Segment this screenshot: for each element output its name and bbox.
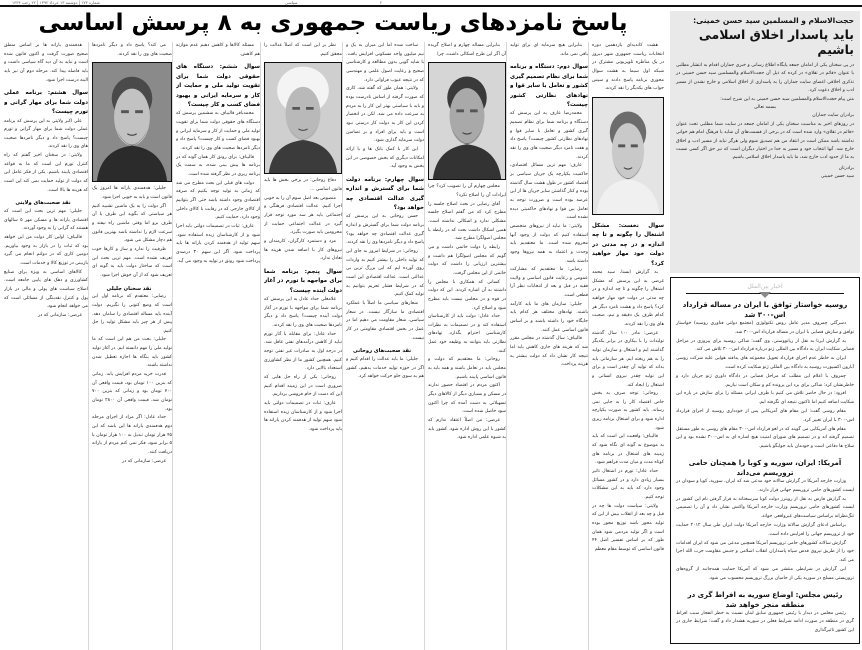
subheading: نقد سخنان جلیلی (106, 285, 152, 292)
subheading: نقد صحبت‌های ولایتی (15, 200, 71, 207)
editorial-body: در روزهای اخیر به مناسبت سخنان یکی از امامان جمعه در سایت شما مطلبی تحت عنوان «قائم در تقلای» وارد شده است که در برخی از قسمت‌های آن شاید با فرهنگ امام هم خوانی نداشته باشد ممکن است در انتقاد من هم تصدیق شوم ولی هرگز نباید از مسیر ادب و اخلاق خارج شد. آنها انتخاب خود و مسیر به خدا در اختیار دیگران است که نیز حق اگر کسی نسبت به ما از حدود ادب خارج شد، ما باید پاسدار اخلاق اسلامی باشیم. (676, 121, 854, 161)
article-paragraph: بنابراین مساله چهارم و اصلاح گزیده آن اگر این طرح اشکالی داشت، چرا (428, 43, 506, 57)
news-paragraph: ایران به خاطر عدم اجرای قرارداد تحویل مجموعه های پدافند هوایی علیه شرکت روسی آبارون اکسپورت روسیه به دادگاه بین المللی ژنو شکایت کرده است. (676, 356, 854, 370)
article-column (264, 42, 342, 650)
article-paragraph: رابطه را دولت خاتمی داشت و می گویم که مجلس اصولگرا هم داشت و بیشترین ارزیابی را داشت که دولت خاتمی از این مجلس گرفت. (428, 244, 506, 276)
news-paragraph: به گزارش فارس به نقل از رویترز دولت کوبا سرسختانه به قرار گرفتن نام این کشور در لیست کشورهای حامی تروریسم وزارت خارجه آمریکا واکنش نشان داد و آن را تصمیمی تنگ‌نظرانه براساس سیاست‌های غیرواقعی خواند. (676, 496, 854, 520)
news-paragraph: رئیس مجلس در دیدار با رئیس جمهوری سابق لبنان نسبت به خطر انفجار سبب افراط گری در منطقه در صورت ادامه شرایط فعلی در سوریه هشدار داد و گفت: شرایط جاری در این کشور تاثیرگذاری (676, 610, 854, 634)
news-box-label: اخبار بین‌الملل (747, 283, 783, 290)
section-label: سیاسی (285, 0, 298, 5)
question-heading: سوال هشتم: برنامه عملی دولت شما برای مهار گرانی و تورم چیست؟ (4, 90, 88, 116)
news-box-divider (686, 293, 844, 294)
column-divider (506, 42, 507, 650)
article-paragraph: کالاهای اساسی به ویژه برای صنایع کشاورزی و دهک های پایین جامعه است. اصلاح سیاست های پولی و مالی در بازار پول و کنترل نقدینگی از مسائلی است که می خواهد انجام شود. (4, 269, 88, 310)
article-paragraph: جلیلی: ما باید عدالت را اقدام کنیم و اگر در حوزه تولید خدمات بدهیم، کشور هم به سوی جلو حرکت خواهد کرد. (346, 356, 424, 380)
article-paragraph: عارف: ثبات در تصمیمات دولتی باید اجرا شود و از کارشناسان زبده استفاده شود سهم تولید از هدفمند کردن یارانه ها باید پرداخت شود. (264, 400, 342, 432)
article-column (510, 42, 588, 650)
article-column (92, 42, 172, 650)
column-divider (88, 42, 89, 650)
photo-spacer (592, 94, 664, 218)
news-paragraph: گزارش سالانه کشورهای حامی تروریسم آمریکا همچنین مدعی می شود که ایران اقدامات خود را از طریق نیروی قدس سپاه پاسداران انقلاب اسلامی و جنبش مقاومت حزب الله اجرا می کند. (676, 540, 854, 564)
news-paragraph: براساس ادعای گزارش سالانه وزارت خارجه آمریکا دولت ایران طی سال ۲۰۱۲ حمایت خود از تروریسم جهانی را افزایش داده است. (676, 522, 854, 537)
question-heading: سوال ششم: دستگاه های حقوقی دولت شما برای تقویت تولید ملی و حمایت از کار و سرمایه ایرانی و بهبود فضای کسب و کار چیست؟ (176, 64, 260, 108)
news-headline: آمریکا: ایران، سوریه و کوبا را همچنان حامی تروریسم می‌داند (688, 458, 842, 477)
column-divider (588, 42, 589, 650)
article-paragraph: محمدباقر قالیباف به ششمین پرسش که دستگاه های حقوقی دولت شما برای تقویت تولید ملی و حمایت از کار و سرمایه ایرانی و بهبود فضای کسب و کار چیست؟ پاسخ داد و دیگر نامزدها صحبت های وی را نقد کردند. (176, 111, 260, 151)
article-paragraph: حداد عادل: اگر مراد از اجرای مرحله دوم هدفمندی یارانه ها این باشد که این ۴۵ هزار تومان تبدیل به ۱۰۰ هزار تومان یا ۵ برابر شود، فکر نمی کنم مردم از یارانه دریافت کنند. (92, 415, 172, 455)
article-paragraph: غرضی: سازمانی که در (38, 312, 82, 318)
subheading: نقد صحبت‌های روحانی (352, 348, 412, 355)
article-paragraph: دفاع روحانی: در برخی بخش ها باید قانون اساسی ... (264, 178, 342, 192)
article-columns (4, 42, 664, 650)
photo-spacer (264, 59, 342, 177)
column-divider (342, 42, 343, 650)
article-paragraph: قالیباف: برای رونق کار همان گونه که در برنامه ها پیش بینی شده، به سمت یک برنامه ریزی در نظر گرفته شده است. (176, 154, 260, 177)
article-paragraph: غرضی: من اصلاً اعتقاد ندارم که کشور با این روش اداره شود. کشور باید به شیوه علمی اداره شود. (428, 418, 506, 441)
article-paragraph: حسن روحانی به این پرسش که برنامه دولت شما برای گسترش و اندازه گیری عدالت اقتصادی چه خواهد بود؟ پاسخ داد و دیگر نامزدها وی را نقد کردند. (346, 214, 424, 246)
editorial-intro: در پی سخنان یکی از امامان جمعه پایگاه اطلاع رسانی و خبری جماران اقدام به انتشار مطلبی با عنوان «قائم در تقلای» در کرده که ذیل آن حجت‌الاسلام والمسلمین سید حسن خمینی در تذکری اخلاقی اعضای سایت جماران را به پاسداری از اخلاق اسلامی و خارج نشدن از مسیر ادب و اخلاق دعوت کرد. (676, 63, 854, 94)
news-paragraph: مقام روسی گفت: این مقام های آمریکایی پس از خودداری روسیه از اجرای قرارداد اس-۳۰۰ با ایران تغییر کرد. (676, 408, 854, 423)
article-paragraph: جلیلی: بحث من هم این است که ما تولید ملی را مهم دانسته ایم. در آغاز تولید کشور باید بنگاه ها اجازه تعطیل شدن نداشته باشند. (92, 337, 172, 369)
article-paragraph: دولت های قبلی این بحث مطرح می شد که زمانی به تولید توجه بکنیم که صرفه اقتصادی وجود داشته باشد حتی اگر بتوانیم از کالای خارجی که در رقابت با کالای داخلی وجود دارد، حمایت کنیم. (176, 180, 260, 221)
article-paragraph: رضایی: معتقدم که برنامه اول این است که وضع کنونی را نگیریم. دولت آینده باید مساله اقتصادی را سامان دهد. پیش از هر چیز باید مشکل تولید را حل کنیم. (92, 294, 172, 334)
article-paragraph: اگر دولت را به یک ماشین تشبیه کنیم هر سیاستی که بگوید این طرف یا آن طرف برو اما وقتی ماشین راه نیفتد و سرعت لازم را نداشته باشد بهترین قانون هم دچار مشکل می شود. (92, 203, 172, 244)
rouhani-photo (264, 62, 342, 174)
article-paragraph: می کند؟ پاسخ داد و دیگر نامزدها صحبت های وی را نقد کردند. (92, 43, 172, 57)
article-paragraph: ساخت شده اما این میزان به یک و نیم میلیون واحد مسکونی افزایش یافت. با شاید گویی بدون مطالعه و کارشناسی صحیح و رعایت اصول علمی و مهندسی که در نتیجه عیوب فراوانی دارد. (346, 43, 424, 83)
article-column (176, 42, 260, 650)
folio-rule (0, 5, 862, 7)
article-paragraph: هدفمندی یارانه ها بر اساس منطق صحیح صورت گرفت و اکنون قانون شده است و نباید به آن دید گاه سیاسی داشت و باید فاصله پیدا کند. مرحله دوم آن نیز باید البته درست اجرا شود. (4, 43, 88, 83)
article-paragraph: حداد عادل: تورم در اشتغال تاثیر بسیار زیادی دارد و در کشور مسائل وجود دارد که باید به این مشکلات توجه کنیم. (592, 469, 664, 501)
article-paragraph: روحانی: توجه صرف به بخش خاص اقتصاد کار را به جایی نمی رساند. باید کشور به صورت یکپارچه اداره شود و برای اشتغال برنامه ریزی شود. (592, 391, 664, 431)
photo-spacer (428, 59, 506, 183)
article-paragraph: جلیلی: سازمان های ما باید کارآمد باشند. نهادهای مختلف هر کدام باید جایگاه خود را داشته باشند و بر اساس قانون اساسی عمل کنند. (510, 301, 588, 333)
article-paragraph: کسانی که همکاری با مجلس را داشتند به آن اشاره کردند. این که دولت در قوه و در مجلس نیست باید مطرح شود و اصلاح کرد. (428, 279, 506, 311)
editorial-intro-2: متن پیام حجت‌الاسلام والمسلمین سید حسن خمینی به این شرح است: (720, 96, 854, 102)
article-column (428, 42, 506, 650)
sidebar (670, 11, 860, 650)
news-paragraph: این گزارش در شرایطی منتشر می شود که آمریکا حمایت همه‌جانبه از گروه‌های تروریستی مسلح در سوریه یکی از حامیان بزرگ تروریسم محسوب می شود. (676, 566, 854, 581)
article-column (592, 42, 664, 650)
article-paragraph: علی اکبر ولایتی به این پرسش که برنامه عملی دولت شما برای مهار گرانی و تورم چیست؟ پاسخ داد و دیگر نامزدها صحبت های وی را نقد کردند. (4, 118, 88, 150)
article-column (4, 42, 88, 650)
question-heading: سوال پنجم: برنامه شما برای مواجهه با تورم در آغاز دولت آینده چیست؟ (264, 268, 342, 294)
article-paragraph: ولایتی: ما نباید از نیروهای متخصص استفاده کنیم که دولت از وجود آنها محروم شده است. ما معتقدیم باید وحدت و اعتماد به همه نیروها وجود داشته باشد. (510, 223, 588, 264)
editorial-kicker: حجت‌الاسلام و المسلمین سید حسن خمینی: (693, 16, 854, 25)
question-heading: سوال نخست: مشکل اشتغال را چگونه و تا چه اندازه و در چه مدتی در دولت خود مهار خواهید کرد؟ (592, 222, 664, 267)
news-paragraph: به گزارش ایرنا به نقل از ریانووستی، وی گفت: شاکی روسیه برای پیروزی در مراحل قضایی شکایت ایران به دادگاه بین المللی ژنو درباره قرارداد اس-۳۰۰ تلاش می کند. (676, 338, 854, 353)
article-paragraph: قالیباف: واقعیت این است که باید به موضوع به گونه ای نگاه شود که زمینه های اشتغال در برنامه های کوتاه مدت و میان مدت فراهم شود. (592, 434, 664, 466)
news-paragraph: افزود: در حال حاضر تلاش می کنیم با طرف ایرانی مسئله را برای سازش در باره این شکایت اضافه کنیم اما تاکنون نتیجه ای نگرفته ایم. (676, 391, 854, 406)
article-paragraph: عارف: ثبات در تصمیمات دولتی باید اجرا شود و از کارشناسان زبده استفاده شود. سهم تولید از هدفمند کردن یارانه ها باید پرداخت شود. اگر این سهم ۳۰ درصدی پرداخت شود رونق در تولید به وجود می آید. (176, 223, 260, 264)
article-paragraph: ظرفیت را ندارد و ساز و کارها خوب تعریف نشده است. مهم ترین بحث این است که ساختار دولت باید به گونه ای تعریف شود که از آن خوش اجرا شود. (92, 246, 172, 278)
article-paragraph: محمدرضا عارف به این پرسش که دستگاه و برنامه شما برای نظام تصمیم گیری کشور و تعامل با سایر قوا و نهادهای نظارتی کشور چیست؟ پاسخ داد و هفت نامزد دیگر صحبت های وی را نقد کردند. (510, 111, 588, 160)
article-paragraph: مسئله کالاها و کاهش دهیم عدم موازنه هم کاهش. (176, 43, 260, 57)
article-paragraph: جلیلی: هدفمندی یارانه ها امروز یک قانون است و باید به خوبی اجرا شود. (92, 186, 172, 200)
international-news-box (670, 277, 860, 644)
article-paragraph: این کار با کمک بانک ها و با ارائه امکانات دیگری که بخش خصوصی در این بخش به وجود آید. (346, 146, 424, 170)
editorial-title: باید پاسدار اخلاق اسلامی باشیم (698, 27, 854, 57)
main-headline: پاسخ نامزدهای ریاست جمهوری به ۸ پرسش اساسی (38, 10, 628, 36)
article-paragraph: روحانی: در شرایط امروز به جای این که تولید داخلی را بیشتر کنیم به واردات روی آورده ایم که این بزرگ ترین بی عدالتی است. عدالت اقتصادی این است که در شرایط فشار تحریم بتوانیم به تولید کمک کنیم. (346, 249, 424, 298)
article-paragraph: قدرت خرید مردم افزایش یابد. زمانی که بنزین ۱۰۰ تومان بود، قیمت واقعی آن ۷۰۰ تومان بود و زمانی که بنزین ۷۰۰ تومان شد، قیمت واقعی آن ۲۸۰۰ تومان بود. (92, 372, 172, 412)
article-paragraph: ولایتی: همان طور که گفته شد، کاری که صورت گرفته از اساس نادرست بوده و باید با سیاستی بهتر این کار را به مردم به سرعت داده می شد. لکن در انحصار کردن این کار به دولت کار درستی نبود است و باید برای افراد و بر تضامین دولت سرمایه گذاری شود. (346, 86, 424, 144)
article-paragraph: رضایی: ما معتقدیم که مشارکت عمومی و رعایت قانون اساسی و ولایت فقیه در قبل و بعد از انتخابات نظر آرا قطعی است. (510, 267, 588, 299)
article-paragraph: روحانی: ما معتقدیم که دولت و مجلس باید در تعامل باشند و همه باید به قانون اساسی پایبند باشیم. (428, 357, 506, 380)
article-paragraph: مزد و دستمزد کارگران، کارمندان و نیروهای کار با اضافه شدن هزینه ها تعادل ندارد. (264, 238, 342, 262)
article-paragraph: غرضی: مادر ۱۰۰ سال گذشته تولیدات را با بیکاری در برابر یکدیگر گذاشته ایم و اشتغال و سازمان تولید را به هم ریخته ایم. هر سازمانی باید بداند که تولید آن چقدر است و برای این تولید چقدر نیروی انسانی و اشتغال را ایجاد کند. (592, 330, 664, 388)
article-paragraph: جلیلی: مهم ترین بحث این است که اقتصادی یارانه ها و مسکن مهر ۵ سالهای هستند که گرانی را به وجود آوردند. (4, 209, 88, 232)
article-paragraph: عارف: مهم ترین مسائل اقتصادی، حاکمیت یکپارچه یک جریان سیاسی بر اقتصاد کشور در طول هشت سال گذشته بوده و کنار گذاشتن سایر جریان ها از این عرصه بوده است و ضرورت توجه به تعامل بین قوا و نهادهای حاکمیتی دیده نشده است. (510, 163, 588, 221)
article-paragraph: مجلس چهارم آن را تصویب کرد؟ چرا ایرادات آن را اصلاح نکرد؟ (428, 184, 506, 198)
news-paragraph: چمزوف با اعلام این مطلب که مراحل قضایی در دادگاه داوری ژنو جریان دارد و خاطرنشان کرد: شاکی برای برد این پرونده کم و سکان است نیازیم. (676, 373, 854, 388)
article-paragraph: شعارهای سیاسی ما اصلاً با عملکرد اقتصادی ما سازگار نیست. در شعار سیاسی، شعار مقاومت می دهیم اما در عمل در بخش اقتصادی مقاومتی در کار نیست. (346, 301, 424, 341)
news-paragraph: وزارت خارجه آمریکا در گزارش سالانه خود مدعی شد که ایران، سوریه، کوبا و سودان در لیست کشورهای حامی تروریسم جهانی قرار دارند. (676, 478, 854, 493)
article-paragraph: ولایتی: سیاست دولت ها چه در قبل و چه بعد از انقلاب بیش از این که تولید محور باشد توزیع محور بوده است و اگر تولید مردمی شود همان طور که بر اساس تفسیر اصل ۴۴ قانون اساسی که توسط مقام معظم (592, 503, 664, 552)
news-headline: روسیه خواستار توافق با ایران در مساله قرارداد اس-۳۰۰ شد (682, 301, 848, 319)
article-paragraph: به گزارش ایسنا، سید محمد غرضی به این پرسش که مشکل اشتغال را چگونه و تا چه اندازه و در چه مدتی در دولت خود مهار خواهید کرد؟ پاسخ داد و هشت نامزد دیگر هر کدام ظرف یک دقیقه و نیم، صحبت های وی را نقد کردند. (592, 269, 664, 327)
news-paragraph: مقام های آمریکایی می گویند که در لغو قرارداد اس-۳۰۰ مقام های روسی به طور مستقل تصمیم گرفته اند و در تصمیم های شورای امنیت هیچ اشاره ای به اس-۳۰۰ نشده بود و این سلاح ها دفاعی است و خودمان باید جوابگو باشیم. (676, 426, 855, 450)
jalili-photo (92, 62, 172, 182)
issue-info: شماره ۱۷۳ | دوشنبه ۱۳ خرداد ۱۳۹۲ | ۲۲ رجب ۱۴۳۴ (12, 0, 100, 5)
article-paragraph: بنابراین هیچ سرمایه ای برای تولید باقی نمی ماند. (510, 43, 588, 57)
news-items (676, 300, 854, 636)
column-divider (172, 42, 173, 650)
article-paragraph: هشت کاندیدای یازدهمین دوره انتخابات ریاست جمهوری شهر دیروز در یک مناظره تلویزیونی مشترک در شبکه اول سیما به هشت سوال محوری برنامه پاسخ دادند و سپس جواب های یکدیگر را نقد کردند. (592, 43, 664, 92)
article-paragraph: اکنون مردم در اقتصاد حضور ندارند در مسکن و بسیاری دیگر از کالاهای دیگر تسهیلاتی به دست آمده که چرا اکنون سود حاصل شده است. (428, 383, 506, 415)
column-divider (424, 42, 425, 650)
article-paragraph: ولایتی: در سخنان اخیر گفتم که راه کنترل تورم این است که ما به قواعد اقتصادی پایبند باشیم. یکی از فکر عامل این که دولت از تولید حمایت نمی کند این است که هزینه ها بالا است. (4, 153, 88, 193)
page-number: ۲ (380, 0, 383, 5)
article-paragraph: قالیباف: سال گذشته در مجلس مقرر شد که هزینه های جاری کاهش یابد اما نتیجه کار نشان داد که دولت بیشتر به هزینه پرداخت. (510, 336, 588, 368)
article-column (346, 42, 424, 650)
question-heading: سوال دوم: دستگاه و برنامه شما برای نظام تصمیم گیری کشور و تعامل با سایر قوا و نهادهای نظارتی کشور چیست؟ (510, 64, 588, 108)
photo-spacer (92, 59, 172, 185)
article-paragraph: غلامعلی حداد عادل به این پرسش که برنامه شما برای مواجهه با تورم در آغاز دولت آینده چیست؟ پاسخ داد و دیگر نامزدها صحبت های وی را نقد کردند. (264, 297, 342, 329)
article-paragraph: نظر بر این است که اصلاً عدالت را محقق کنیم. (264, 43, 342, 57)
rezaei-photo (428, 62, 506, 180)
news-paragraph: دسرگئی چمزوف مدیر عامل روس تکنولوژی (مجتمع دولتی فناوری روسیه) خواستار توافق و سازش قضایی با ایران در مساله قرارداد اس-۳۰۰ شد. (676, 321, 854, 335)
question-heading: سوال چهارم: برنامه دولت شما برای گسترش و اندازه گیری عدالت اقتصادی چه خواهد بود؟ (346, 176, 424, 212)
article-paragraph: غرضی: سازمانی که در (122, 458, 166, 464)
editorial-signature: سید حسن خمینی (820, 174, 854, 180)
editorial-salutation: برادران سایت جماران (812, 113, 854, 119)
column-divider (260, 42, 261, 650)
news-headline: رئیس مجلس: اوضاع سوریه به افراط گری در منطقه منجر خواهد شد (687, 590, 843, 609)
article-paragraph: حداد عادل: دولت باید از کارشناسان استفاده کند و در تصمیمات به نظرات کارشناسی احترام بگذارد. نهادهای نظارتی باید بتوانند به وظیفه خود عمل کنند. (428, 314, 506, 354)
article-paragraph: روحانی: یکی از راه حل هایی که ضروری است در این زمینه اقدام کنیم این که دست از خام فروشی برداریم. (264, 375, 342, 398)
article-paragraph: منصوص بعد اصل سوم آن را به خوبی اجرا کنیم. عدالت اقتصادی فرهنگی و اجتماعی باید هر سه مورد توجه قرار گیرد در عدالت اجتماعی حمایت از محرومین باید صورت بگیرد. (264, 195, 342, 236)
article-paragraph: قالیباف: اولین کار دولت من این خواهد بود که ثبات را در بازار به وجود بیاوریم. دومین کاری که در دولتم انجام می گیرد بازبینی در توزیع کالا و خدمات است. (4, 235, 88, 266)
editorial-basmala: بسمه تعالی (753, 105, 777, 111)
folio-bar (0, 0, 862, 7)
khomeini-editorial (670, 11, 860, 273)
ghalibaf-photo (592, 97, 664, 215)
editorial-closing: برادرتان (838, 165, 854, 171)
article-paragraph: حداد عادل: برای مقابله با آثار تورم نباید از کاهش درآمدهای نفتی غافل شد. در درجه اول به صادرات غیر نفتی توجه کنیم. همچنین کشور ما از نظر کشاورزی استعداد بالایی دارد. (264, 331, 342, 372)
article-paragraph: آقای رضایی در بحث اصلاح جلسه را مطرح کرد که من گفتم اصلاح جلسه مشکلی ندارد و اشکالی نداشته است. همین اشکال داشت بحث که در رابطه با مجلس اصولگرا مطرح شد. (428, 201, 506, 242)
